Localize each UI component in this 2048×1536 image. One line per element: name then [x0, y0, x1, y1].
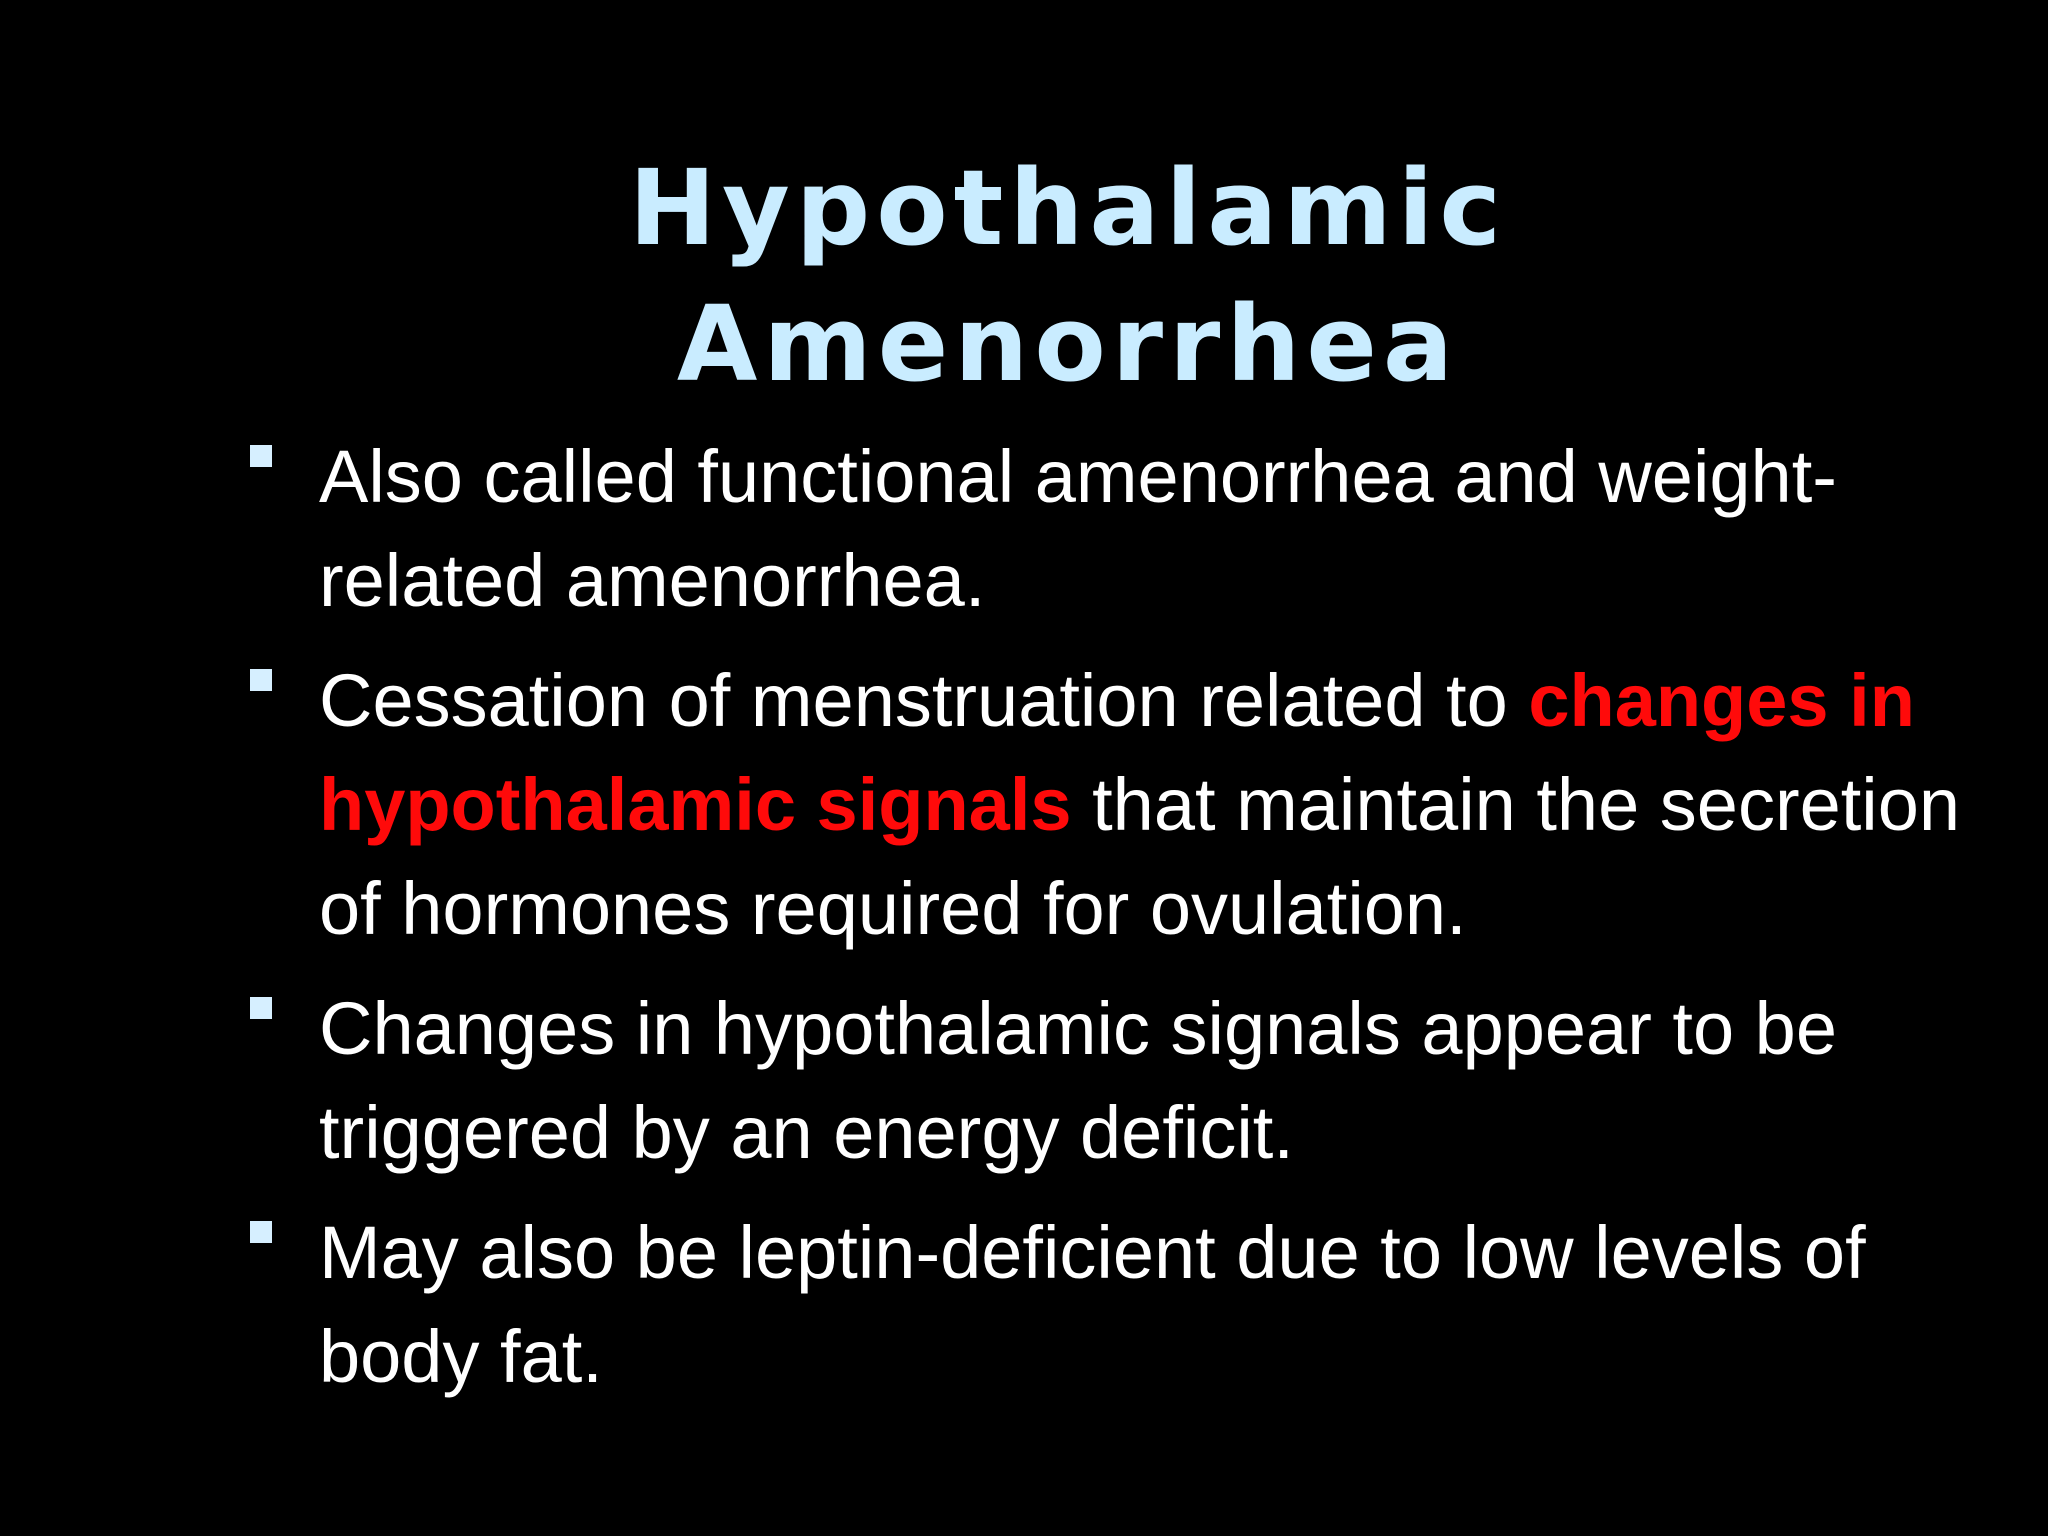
- slide-title: [0, 140, 2048, 412]
- bullet-text: May also be leptin-deficient due to low levels of body fat.: [319, 1211, 1866, 1398]
- bullet-highlight-text: changes in hypothalamic signals: [319, 659, 1915, 846]
- bullet-item: [245, 649, 1990, 961]
- square-bullet-icon: [250, 445, 272, 467]
- bullet-item: [245, 425, 1990, 633]
- bullet-item: [245, 1201, 1990, 1409]
- square-bullet-icon: [250, 997, 272, 1019]
- square-bullet-icon: [250, 669, 272, 691]
- bullet-item: [245, 977, 1990, 1185]
- slide-title-line-1: Hypothalamic: [628, 147, 1508, 269]
- slide-title-line-2: Amenorrhea: [676, 283, 1460, 405]
- square-bullet-icon: [250, 1221, 272, 1243]
- bullet-text: Changes in hypothalamic signals appear to be triggered by an energy deficit.: [319, 987, 1837, 1174]
- bullet-text-before: Cessation of menstruation related to: [319, 659, 1529, 742]
- bullet-text-after: that maintain the secretion of hormones required for ovulation.: [319, 763, 1961, 950]
- bullet-list: [245, 425, 1990, 1425]
- bullet-text: Also called functional amenorrhea and weight-related amenorrhea.: [319, 435, 1837, 622]
